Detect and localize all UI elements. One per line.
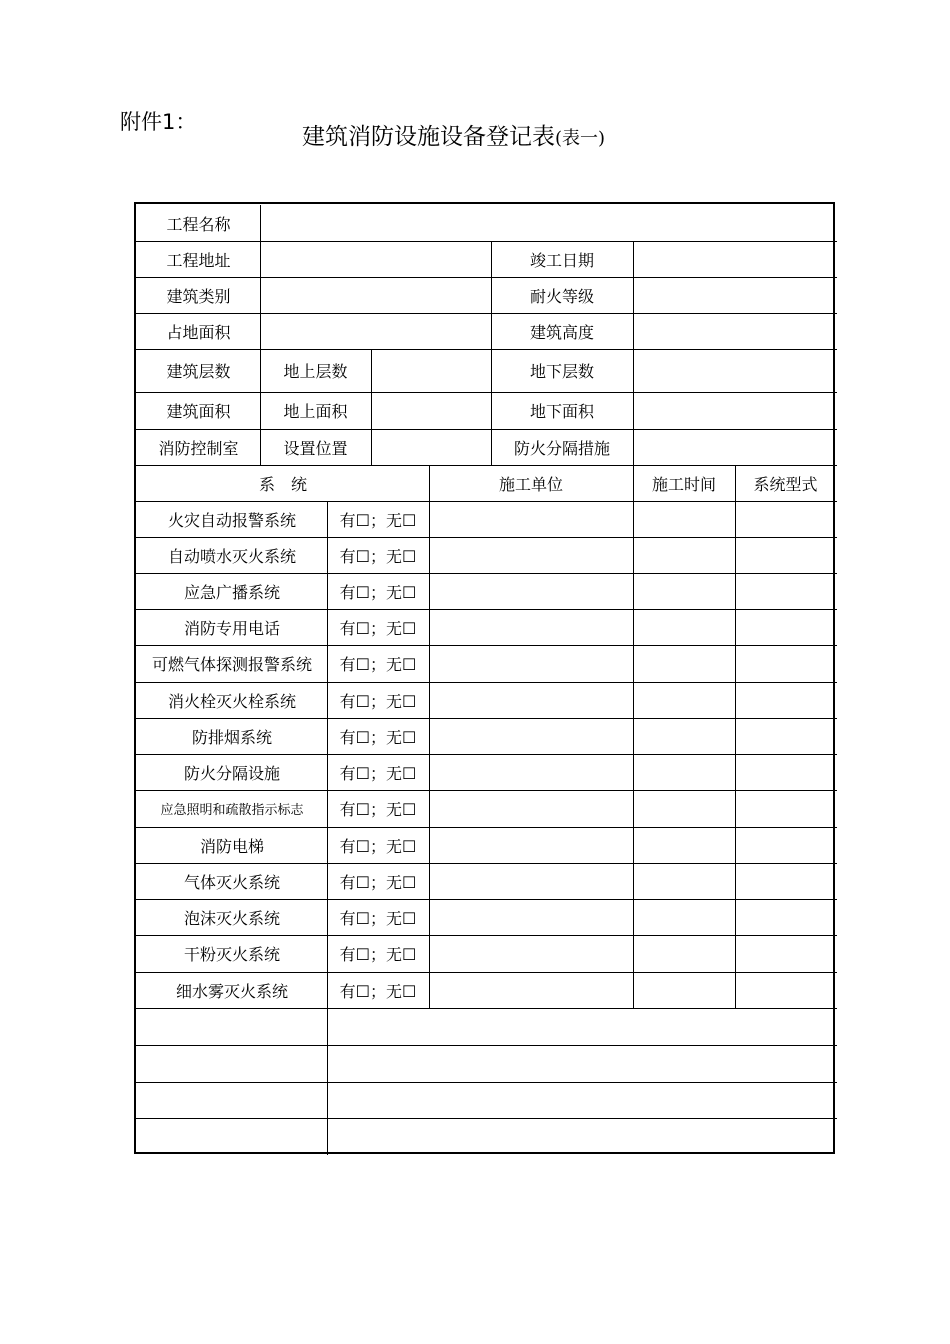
system-option: 有☐；无☐ bbox=[339, 618, 417, 638]
system-option: 有☐；无☐ bbox=[339, 546, 417, 566]
completion-date-value bbox=[633, 241, 836, 277]
completion-date-label: 竣工日期 bbox=[529, 250, 594, 270]
construction-unit-header: 施工单位 bbox=[498, 474, 563, 494]
table-rule bbox=[429, 465, 430, 1009]
system-option: 有☐；无☐ bbox=[339, 945, 417, 964]
system-option: 有☐；无☐ bbox=[339, 836, 417, 856]
system-name: 防火分隔设施 bbox=[183, 763, 280, 783]
below-area-label: 地下面积 bbox=[529, 402, 594, 421]
system-name: 应急照明和疏散指示标志 bbox=[160, 803, 304, 818]
below-floors-label: 地下层数 bbox=[529, 362, 594, 381]
location-label: 设置位置 bbox=[283, 438, 348, 458]
system-option: 有☐；无☐ bbox=[339, 908, 417, 928]
system-option: 有☐；无☐ bbox=[339, 800, 417, 819]
system-option: 有☐；无☐ bbox=[339, 763, 417, 783]
system-option: 有☐；无☐ bbox=[339, 510, 417, 530]
page-title bbox=[302, 118, 605, 151]
table-rule bbox=[371, 349, 372, 465]
system-option: 有☐；无☐ bbox=[339, 872, 417, 892]
system-name: 防排烟系统 bbox=[191, 727, 272, 747]
fire-rating-label: 耐火等级 bbox=[529, 286, 594, 306]
system-name: 干粉灭火系统 bbox=[183, 945, 280, 964]
system-name: 气体灭火系统 bbox=[183, 872, 280, 892]
system-name: 应急广播系统 bbox=[183, 582, 280, 602]
table-rule bbox=[136, 1118, 837, 1119]
system-name: 可燃气体探测报警系统 bbox=[151, 655, 312, 674]
title-main: 建筑消防设施设备登记表 bbox=[302, 124, 555, 150]
title-sub: (表一) bbox=[555, 128, 606, 149]
system-name: 细水雾灭火系统 bbox=[175, 981, 288, 1001]
project-name-value bbox=[260, 205, 836, 241]
table-rule bbox=[633, 465, 634, 1009]
table-rule bbox=[136, 1008, 837, 1009]
control-room-label: 消防控制室 bbox=[158, 438, 239, 458]
above-area-label: 地上面积 bbox=[283, 402, 348, 421]
system-option: 有☐；无☐ bbox=[339, 655, 417, 674]
project-name-label: 工程名称 bbox=[166, 214, 231, 234]
table-rule bbox=[136, 1045, 837, 1046]
project-address-value bbox=[260, 241, 491, 277]
building-height-label: 建筑高度 bbox=[529, 322, 594, 342]
system-name: 自动喷水灭火系统 bbox=[167, 546, 296, 566]
system-name: 消防电梯 bbox=[199, 836, 264, 856]
system-option: 有☐；无☐ bbox=[339, 981, 417, 1001]
floor-area-label: 占地面积 bbox=[166, 322, 231, 342]
table-rule bbox=[136, 1082, 837, 1083]
attachment-label: 附件1： bbox=[120, 110, 197, 134]
system-name: 消防专用电话 bbox=[183, 618, 280, 638]
system-header: 系 统 bbox=[258, 474, 307, 494]
above-floors-label: 地上层数 bbox=[283, 362, 348, 381]
construction-time-header: 施工时间 bbox=[651, 474, 716, 494]
system-model-header: 系统型式 bbox=[753, 474, 818, 494]
separation-measures-label: 防火分隔措施 bbox=[513, 438, 610, 458]
project-address-label: 工程地址 bbox=[166, 250, 231, 270]
table-rule bbox=[735, 465, 736, 1009]
system-name: 消火栓灭火栓系统 bbox=[167, 691, 296, 711]
system-option: 有☐；无☐ bbox=[339, 727, 417, 747]
system-name: 泡沫灭火系统 bbox=[183, 908, 280, 928]
system-option: 有☐；无☐ bbox=[339, 582, 417, 602]
registration-table bbox=[134, 202, 835, 1154]
building-area-label: 建筑面积 bbox=[166, 402, 231, 421]
system-name: 火灾自动报警系统 bbox=[167, 510, 296, 530]
system-option: 有☐；无☐ bbox=[339, 691, 417, 711]
building-floors-label: 建筑层数 bbox=[166, 362, 231, 381]
building-type-label: 建筑类别 bbox=[166, 286, 231, 306]
